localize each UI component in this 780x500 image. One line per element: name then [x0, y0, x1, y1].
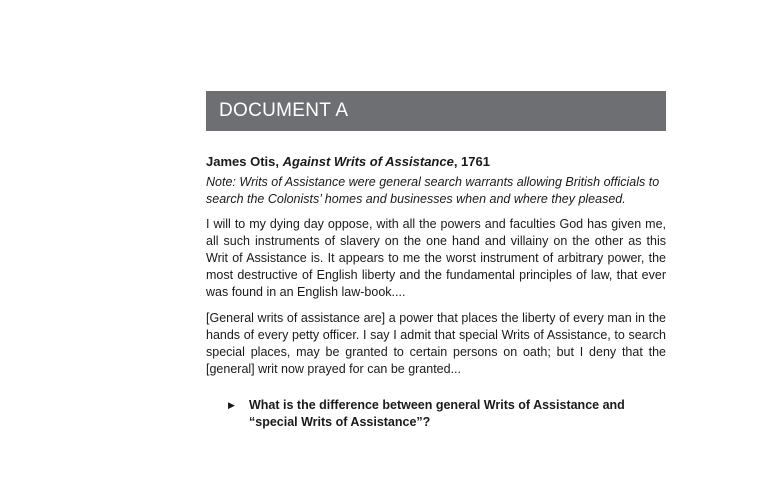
author-name: James Otis,	[206, 154, 283, 169]
source-year: , 1761	[453, 154, 490, 169]
document-title: DOCUMENT A	[219, 100, 349, 121]
document-header	[206, 91, 666, 131]
document-a	[206, 91, 666, 431]
discussion-question	[206, 397, 666, 431]
editor-note: Note: Writs of Assistance were general search warrants allowing British officials to search the Colonists’ homes and businesses when and where they pleased.	[206, 175, 660, 206]
quote-paragraph-2: [General writs of assistance are] a power that places the liberty of every man in the hands of every petty officer. I say I admit that special Writs of Assistance, to search special places, may be granted to certain persons on oath; but I deny that the [general] writ now prayed for can be granted...	[206, 311, 666, 376]
quote-paragraph-1: I will to my dying day oppose, with all the powers and faculties God has given me, all such instruments of slavery on the one hand and villainy on the other as this Writ of Assistance is. It appears to me the worst instrument of arbitrary power, the most destructive of English liberty and the fundamental principles of law, that ever was found in an English law-book....	[206, 217, 666, 299]
question-text: What is the difference between general Writs of Assistance and “special Writs of Assistance”?	[249, 398, 625, 429]
work-title: Against Writs of Assistance	[282, 154, 454, 169]
triangle-right-icon: ▶	[228, 400, 235, 410]
source-attribution	[206, 153, 666, 170]
